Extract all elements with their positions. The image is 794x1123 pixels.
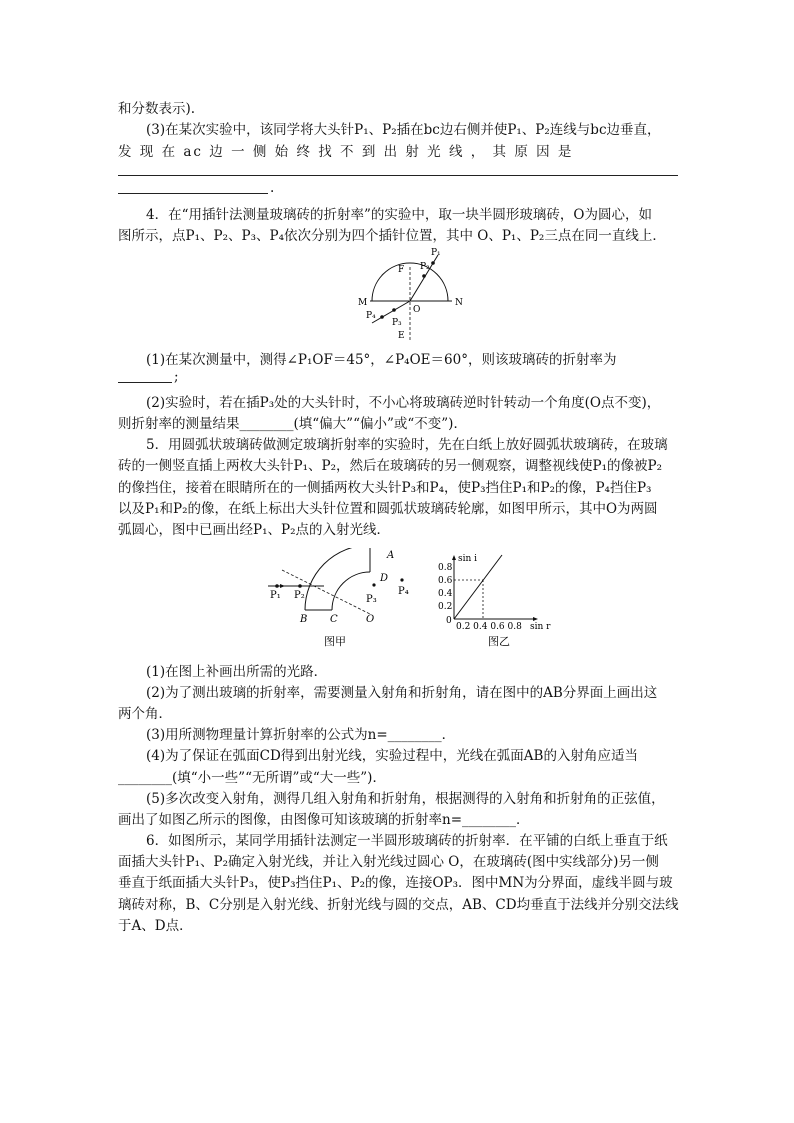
q4-sub1-b: ; xyxy=(174,369,179,385)
q5-sub2-b: 两个角． xyxy=(118,706,172,722)
q3-line-2: 发 现 在 ac 边 一 侧 始 终 找 不 到 出 射 光 线 ， 其 原 因 是 xyxy=(118,144,574,160)
q5-sub4-a: (4)为了保证在弧面CD得到出射光线，实验过程中，光线在弧面AB的入射角应适当 xyxy=(146,748,638,764)
q6-line-3: 垂直于纸面插大头针P₃，使P₃挡住P₁、P₂的像，连接OP₃．图中MN为分界面，虚线半圆与玻 xyxy=(118,875,673,891)
q5-line-1: 5．用圆弧状玻璃砖做测定玻璃折射率的实验时，先在白纸上放好圆弧状玻璃砖，在玻璃 xyxy=(146,437,668,453)
q5-sub1: (1)在图上补画出所需的光路． xyxy=(146,664,328,680)
answer-blank-line-short xyxy=(118,193,268,194)
y-tick-0-8: 0.8 xyxy=(438,563,453,573)
q4-line-2: 图所示，点P₁、P₂、P₃、P₄依次分别为四个插针位置，其中 O、P₁、P₂三点在同一直线上． xyxy=(118,228,666,244)
q6-line-2: 面插大头针P₁、P₂确定入射光线，并让入射光线过圆心 O，在玻璃砖(图中实线部分)另一侧 xyxy=(118,854,659,870)
label-o: O xyxy=(413,305,421,315)
label-p1: P₁ xyxy=(270,590,281,601)
q5-sub2-a: (2)为了测出玻璃的折射率，需要测量入射角和折射角，请在图中的AB分界面上画出这 xyxy=(146,685,658,701)
q5-line-5: 弧圆心，图中已画出经P₁、P₂点的入射光线． xyxy=(118,522,390,538)
figure-b-caption: 图乙 xyxy=(488,635,510,648)
q4-sub1-a: (1)在某次测量中，测得∠P₁OF＝45°，∠P₄OE＝60°，则该玻璃砖的折射率为 xyxy=(146,352,617,368)
q3-line-1: (3)在某次实验中，该同学将大头针P₁、P₂插在bc边右侧并使P₁、P₂连线与bc边垂直， xyxy=(146,122,661,138)
origin-label: 0 xyxy=(446,616,452,626)
x-axis-label: sin r xyxy=(530,622,551,632)
q4-semicircle-figure xyxy=(340,243,480,343)
q6-line-1: 6．如图所示，某同学用插针法测定一半圆形玻璃砖的折射率．在平铺的白纸上垂直于纸 xyxy=(146,833,668,849)
q4-line-1: 4．在“用插针法测量玻璃砖的折射率”的实验中，取一块半圆形玻璃砖，O为圆心，如 xyxy=(146,207,652,223)
q5-figure-a xyxy=(262,548,422,648)
q5-sub5-b: 画出了如图乙所示的图像，由图像可知该玻璃的折射率n=________． xyxy=(118,812,530,828)
q5-line-3: 的像挡住，接着在眼睛所在的一侧插两枚大头针P₃和P₄，使P₃挡住P₁和P₂的像，P₄挡住P₃ xyxy=(118,480,652,496)
label-m: M xyxy=(358,298,368,308)
y-tick-0-6: 0.6 xyxy=(438,576,453,586)
label-a: A xyxy=(387,550,395,561)
q5-line-4: 以及P₁和P₂的像，在纸上标出大头针位置和圆弧状玻璃砖轮廓，如图甲所示，其中O为两圆 xyxy=(118,501,658,517)
label-p2: P₂ xyxy=(420,262,430,272)
y-axis-label: sin i xyxy=(458,554,478,564)
q5-sub3: (3)用所测物理量计算折射率的公式为n=________． xyxy=(146,727,456,743)
label-c: C xyxy=(330,614,338,625)
q3-line-0: 和分数表示). xyxy=(118,101,196,117)
q4-sub2-b: 则折射率的测量结果________(填“偏大”“偏小”或“不变”)． xyxy=(118,416,467,432)
q6-line-5: 于A、D点． xyxy=(118,918,193,934)
label-f: F xyxy=(398,265,405,275)
label-b: B xyxy=(300,614,308,625)
figure-a-caption: 图甲 xyxy=(324,635,346,648)
label-p4: P₄ xyxy=(366,311,376,321)
q5-sub5-a: (5)多次改变入射角，测得几组入射角和折射角，根据测得的入射角和折射角的正弦值， xyxy=(146,791,665,807)
y-tick-0-2: 0.2 xyxy=(438,602,453,612)
label-o: O xyxy=(366,614,375,625)
label-d: D xyxy=(380,573,389,584)
answer-blank-line xyxy=(118,175,678,176)
q5-figure-b xyxy=(432,553,562,648)
label-e: E xyxy=(398,331,405,341)
answer-blank-q4-1 xyxy=(118,382,172,383)
label-p4: P₄ xyxy=(398,586,409,597)
label-p3: P₃ xyxy=(366,594,377,605)
q5-sub4-b: ________(填“小一些”“无所谓”或“大一些”)． xyxy=(118,770,386,786)
label-p2: P₂ xyxy=(294,590,305,601)
label-p3: P₃ xyxy=(392,318,402,328)
label-n: N xyxy=(455,298,463,308)
label-p1: P₁ xyxy=(431,248,441,258)
x-ticks: 0.2 0.4 0.6 0.8 xyxy=(456,622,522,632)
y-tick-0-4: 0.4 xyxy=(438,589,453,599)
q3-line-end: . xyxy=(270,180,275,196)
q5-line-2: 砖的一侧竖直插上两枚大头针P₁、P₂，然后在玻璃砖的另一侧观察，调整视线使P₁的像被P₂ xyxy=(118,458,662,474)
q4-sub2-a: (2)实验时，若在插P₃处的大头针时，不小心将玻璃砖逆时针转动一个角度(O点不变)， xyxy=(146,395,661,411)
q6-line-4: 璃砖对称，B、C分别是入射光线、折射光线与圆的交点，AB、CD均垂直于法线并分别交法线 xyxy=(118,897,679,913)
